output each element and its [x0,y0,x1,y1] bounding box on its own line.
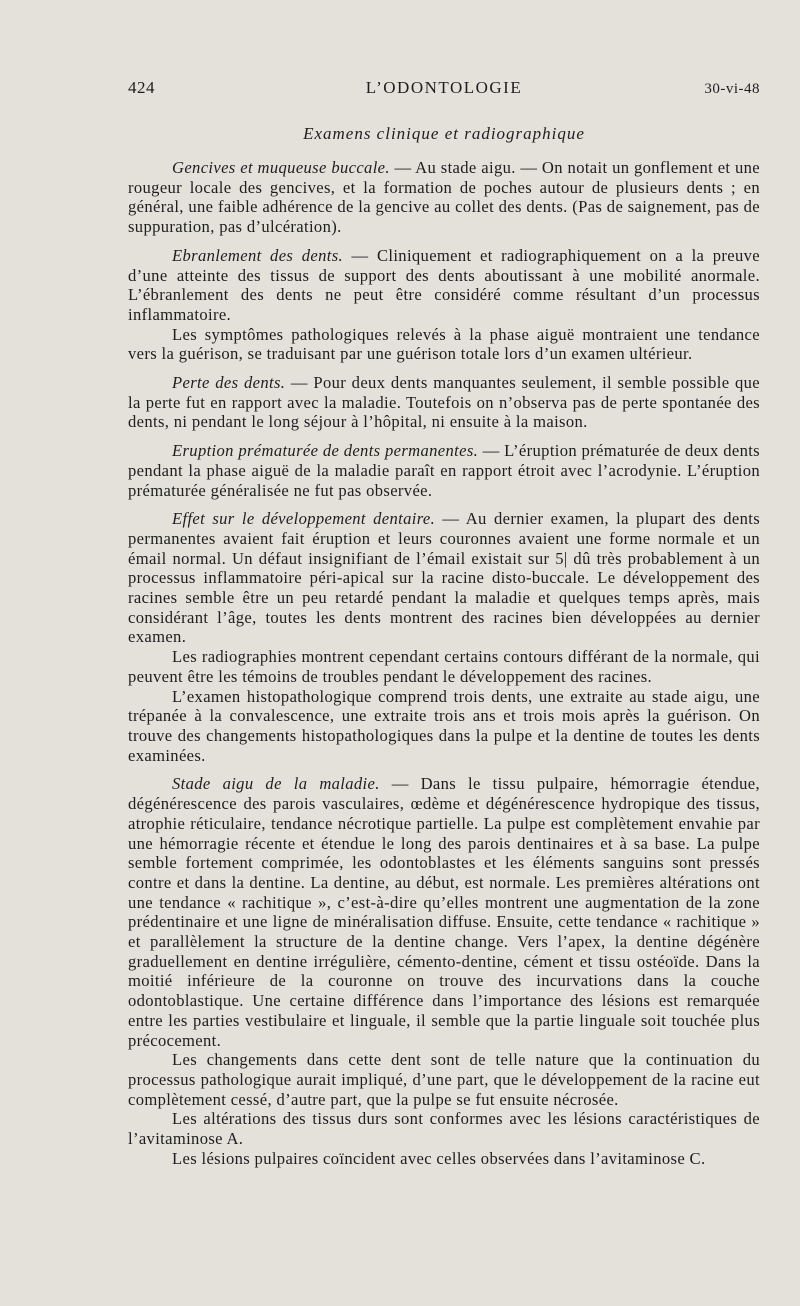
paragraph-heading: Stade aigu de la maladie. [172,774,380,794]
paragraph-text: Les changements dans cette dent sont de telle nature que la continuation du processus pathologique aurait impliqué, d’une part, que le développement de la racine eut complètement cessé, d’autre part, que la pulpe se fut ensuite nécrosée. [128,1050,760,1109]
paragraph-text: — Au stade aigu. — On notait un gonflement et une rougeur locale des gencives, et la formation de poches autour de plusieurs dents ; en général, une faible adhérence de la gencive au collet des dents. (Pas de saignement, pas de suppuration, pas d’ulcération). [128,158,761,237]
paragraph-text: — Au dernier examen, la plupart des dents permanentes avaient fait éruption et leurs couronnes avaient une forme normale et un émail normal. Un défaut insignifiant de l’émail existait sur 5| dû très probablement à un processus inflammatoire péri-apical sur la racine disto-buccale. Le développement des racines semble être un peu retardé pendant la maladie et quelques temps après, mais considérant l’âge, toutes les dents montrent des racines bien développées au dernier examen. [128,509,760,647]
paragraph-heading: Effet sur le développement dentaire. [172,509,436,529]
paragraph [128,441,760,500]
paragraph-heading: Eruption prématurée de dents permanentes. [172,441,479,461]
paragraph [128,509,760,647]
paragraph-heading: Ebranlement des dents. [172,245,344,265]
paragraph [128,774,760,1050]
paragraph [128,1109,760,1148]
paragraph [128,687,760,766]
running-title: L’ODONTOLOGIE [365,78,523,97]
paragraph-text: — Dans le tissu pulpaire, hémorragie étendue, dégénérescence des parois vasculaires, œdème et dégénérescence hydropique des tissus, atrophie réticulaire, tendance nécrotique partielle. La pulpe est complètement envahie par une hémorragie récente et étendue le long des parois dentinaires et à sa base. La pulpe semble fortement comprimée, les odontoblastes et les éléments sanguins sont pressés contre et dans la dentine. La dentine, au début, est normale. Les premières altérations ont une tendance « rachitique », c’est-à-dire qu’elles montrent une augmentation de la zone prédentinaire et une ligne de minéralisation diffuse. Ensuite, cette tendance « rachitique » et parallèlement la structure de la dentine change. Vers l’apex, la dentine dégénère graduellement en dentine irrégulière, cémento-dentine, cément et tissu ostéoïde. Dans la moitié inférieure de la couronne on trouve des incurvations dans la couche odontoblastique. Une certaine différence dans l’importance des lésions est remarquée entre les parties vestibulaire et linguale, il semble que la partie linguale soit touchée plus précocement. [128,774,761,1050]
page-number: 424 [128,78,155,97]
paragraph-text: Les symptômes pathologiques relevés à la phase aiguë montraient une tendance vers la guérison, se traduisant par une guérison totale lors d’un examen ultérieur. [128,324,760,364]
paragraph-heading: Gencives et muqueuse buccale. [172,158,390,177]
paragraph-text: Les lésions pulpaires coïncident avec celles observées dans l’avitaminose C. [172,1148,706,1168]
page-header [128,78,760,98]
paragraph-text: — Cliniquement et radiographiquement on a la preuve d’une atteinte des tissus de support des dents aboutissant à une mobilité anormale. L’ébranlement des dents ne peut être considéré comme résultant d’un processus inflammatoire. [128,245,760,324]
paragraph [128,158,760,237]
paragraph [128,1149,760,1169]
paragraph-text: — Pour deux dents manquantes seulement, il semble possible que la perte fut en rapport avec la maladie. Toutefois on n’observa pas de perte spontanée des dents, ni pendant le long séjour à l’hôpital, ni ensuite à la maison. [128,373,760,432]
paragraph [128,647,760,686]
paragraph [128,373,760,432]
paragraph-text: L’examen histopathologique comprend trois dents, une extraite au stade aigu, une trépanée à la convalescence, une extraite trois ans et trois mois après la guérison. On trouve des changements histopathologiques dans la pulpe et la dentine de toutes les dents examinées. [128,686,760,765]
paragraph-text: Les altérations des tissus durs sont conformes avec les lésions caractéristiques de l’avitaminose A. [128,1109,760,1149]
paragraph-text: — L’éruption prématurée de deux dents pendant la phase aiguë de la maladie paraît en rapport étroit avec l’acrodynie. L’éruption prématurée généralisée ne fut pas observée. [128,441,760,500]
paragraph [128,325,760,364]
paragraph-heading: Perte des dents. [172,373,286,393]
paragraph [128,1050,760,1109]
body-text [128,158,760,1168]
paragraph-text: Les radiographies montrent cependant certains contours différant de la normale, qui peuvent être les témoins de troubles pendant le développement des racines. [128,647,760,686]
section-title: Examens clinique et radiographique [303,124,585,143]
paragraph [128,246,760,325]
issue-date: 30-vi-48 [704,81,760,97]
